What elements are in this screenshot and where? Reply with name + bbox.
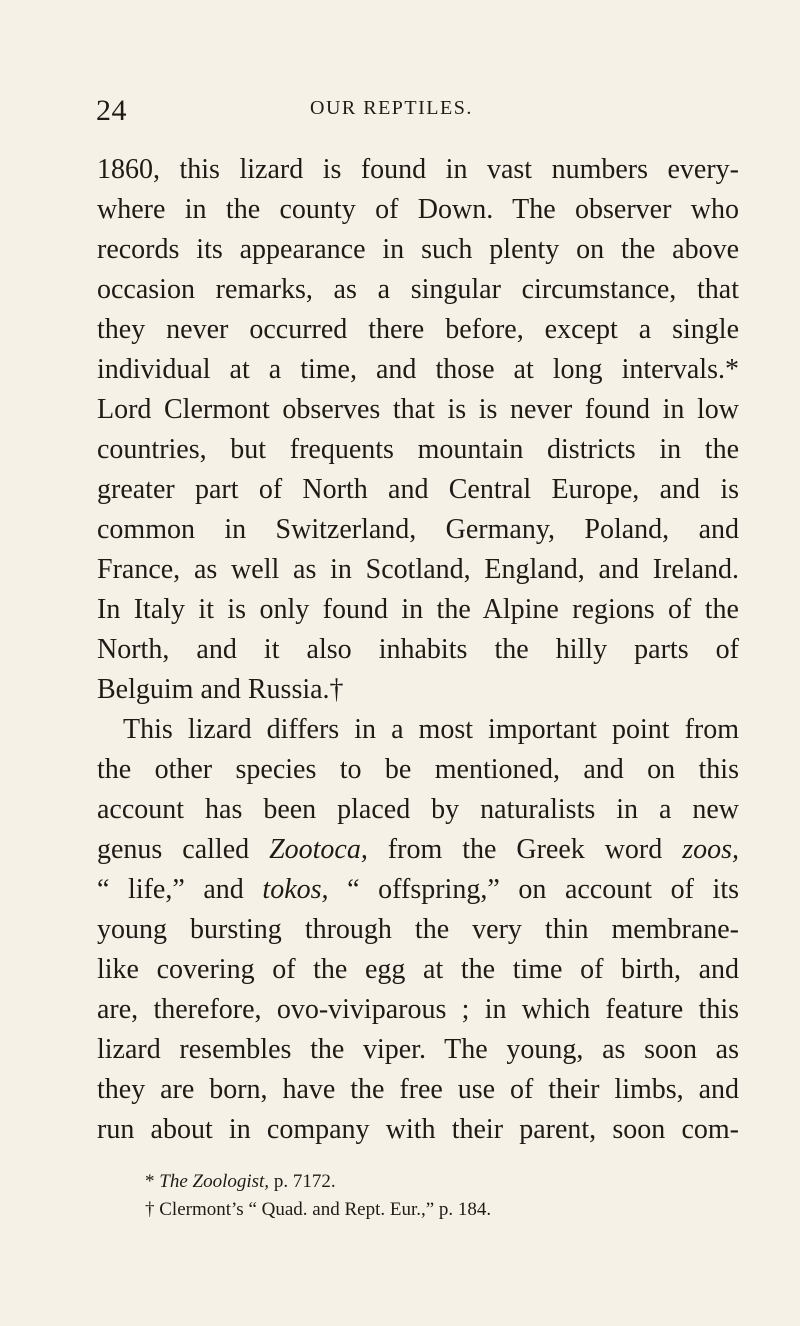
text-line: account has been placed by naturalists in a new [97,794,739,825]
text-line: 1860, this lizard is found in vast numbers every- [97,154,739,185]
page-number: 24 [96,94,127,127]
footnote [145,1168,705,1196]
text-line: Lord Clermont observes that is is never found in low [97,394,739,425]
text-line: young bursting through the very thin membrane- [97,914,739,945]
italic-term-tokos: tokos, [262,874,329,905]
text-line: In Italy it is only found in the Alpine regions of the [97,594,739,625]
text-line: where in the county of Down. The observer who [97,194,739,225]
footnote-mark: * [145,1171,160,1192]
text-line: run about in company with their parent, soon com- [97,1114,739,1145]
footnote [145,1196,705,1224]
text-fragment: “ life,” and [97,874,263,905]
text-line: common in Switzerland, Germany, Poland, and [97,514,739,545]
text-line: records its appearance in such plenty on the above [97,234,739,265]
text-line: individual at a time, and those at long intervals.* [97,354,739,385]
text-line: greater part of North and Central Europe, and is [97,474,739,505]
text-line [97,830,739,870]
text-line: they are born, have the free use of their limbs, and [97,1074,739,1105]
text-line: occasion remarks, as a singular circumstance, that [97,274,739,305]
text-line: are, therefore, ovo-viviparous ; in which feature this [97,994,739,1025]
text-line: they never occurred there before, except a single [97,314,739,345]
text-line: Belguim and Russia.† [97,674,344,705]
italic-term-zootoca: Zootoca, [269,834,368,865]
text-fragment: “ offspring,” on account of its [328,874,740,905]
text-line: countries, but frequents mountain districts in the [97,434,739,465]
text-line: This lizard differs in a most important point from [123,714,739,745]
running-head: OUR REPTILES. [310,97,473,119]
footnote-title: The Zoologist, [159,1171,270,1192]
text-line: lizard resembles the viper. The young, as soon as [97,1034,739,1065]
text-line: like covering of the egg at the time of birth, and [97,954,739,985]
footnotes [145,1168,705,1224]
footnote-mark: † [145,1199,160,1220]
text-line: the other species to be mentioned, and on this [97,754,739,785]
italic-term-zoos: zoos, [682,834,739,865]
text-line: North, and it also inhabits the hilly parts of [97,634,739,665]
text-fragment: from the Greek word [367,834,683,865]
text-line: France, as well as in Scotland, England, and Ireland. [97,554,739,585]
footnote-text: p. 7172. [269,1171,336,1192]
body-text [97,150,739,1150]
footnote-text: Clermont’s “ Quad. and Rept. Eur.,” p. 184. [159,1199,492,1220]
text-fragment: genus called [97,834,270,865]
text-line [97,870,739,910]
